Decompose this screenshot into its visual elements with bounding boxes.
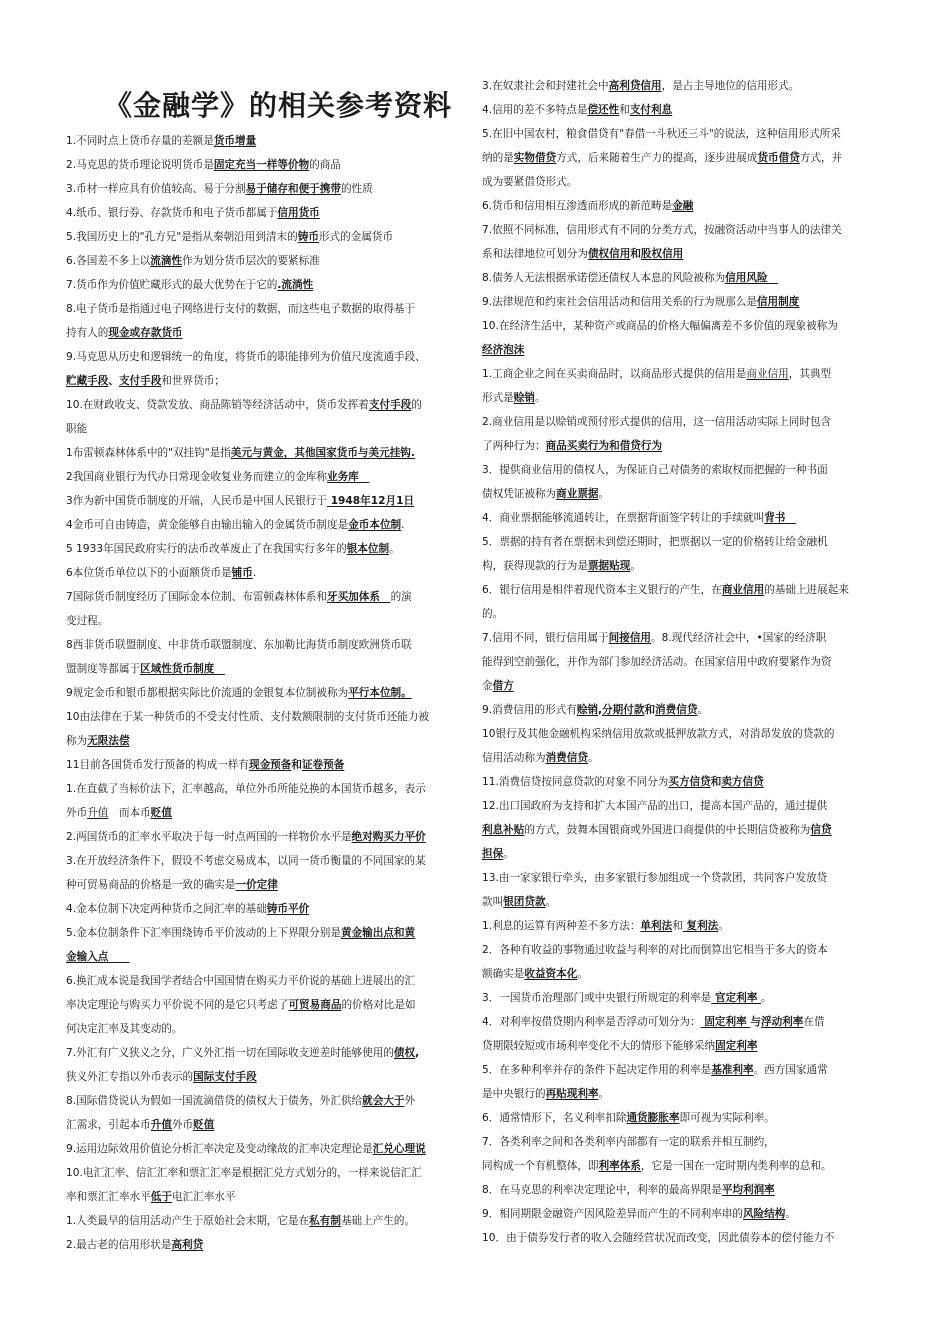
left-text-line: 8.国际借贷说认为假如一国流滴借贷的债权大于债务，外汇供给就会大于外 (66, 1095, 416, 1107)
right-text-line: 8．在马克思的利率决定理论中，利率的最高界限是平均利润率 (482, 1184, 775, 1196)
left-text-line: 2.两国货币的汇率水平取决于每一时点两国的一样物价水平是绝对购买力平价 (66, 831, 426, 843)
left-text-line: 何决定汇率及其变动的。 (66, 1023, 183, 1035)
right-text-line: 10.在经济生活中，某种资产或商品的价格大幅偏离差不多价值的现象被称为 (482, 320, 838, 332)
right-text-line: 9.法律规范和约束社会信用活动和信用关系的行为规那么是信用制度 (482, 296, 800, 308)
right-text-line: 3．一国货币治理部门或中央银行所规定的利率是 官定利率 。 (482, 992, 772, 1004)
left-text-line: 10.电汇汇率、信汇汇率和票汇汇率是根据汇兑方式划分的，一样来说信汇汇 (66, 1167, 422, 1179)
right-text-line: 信用活动称为消费信贷。 (482, 752, 599, 764)
left-text-line: 4.纸币、银行券、存款货币和电子货币都属于信用货币 (66, 207, 320, 219)
right-text-line: 经济泡沫 (482, 344, 525, 356)
left-text-line: 8西非货币联盟制度、中非货币联盟制度、东加勒比海货币制度欧洲货币联 (66, 639, 412, 651)
left-text-line: 7.货币作为价值贮藏形式的最大优势在于它的.流淌性 (66, 279, 314, 291)
right-text-line: 4．对利率按借贷期内利率是否浮动可划分为： 固定利率 与浮动利率在借 (482, 1016, 825, 1028)
left-text-line: 7.外汇有广义狭义之分，广义外汇指一切在国际收支逆差时能够使用的债权, (66, 1047, 420, 1059)
right-text-line: 了两种行为：商品买卖行为和借贷行为 (482, 440, 663, 452)
left-text-line: 3.币材一样应具有价值较高、易于分割易于储存和便于携带的性质 (66, 183, 373, 195)
left-text-line: 汇需求，引起本币升值外币贬值 (66, 1119, 215, 1131)
left-text-line: 2.最古老的信用形状是高利贷 (66, 1239, 204, 1251)
left-text-line: 称为无限法偿 (66, 735, 130, 747)
right-text-line: 2．各种有收益的事物通过收益与利率的对比而倒算出它相当于多大的资本 (482, 944, 828, 956)
left-text-line: 率和票汇汇率水平低于电汇汇率水平 (66, 1191, 236, 1203)
right-text-line: 担保。 (482, 848, 514, 860)
left-text-line: 1.在直截了当标价法下，汇率越高，单位外币所能兑换的本国货币越多，表示 (66, 783, 426, 795)
right-text-line: 3.在奴隶社会和封建社会中高利贷信用，是占主导地位的信用形式。 (482, 80, 800, 92)
left-text-line: 1.人类最早的信用活动产生于原始社会末期，它是在私有制基础上产生的。 (66, 1215, 416, 1227)
right-text-line: 7．各类利率之间和各类利率内部都有一定的联系并相互制约， (482, 1136, 775, 1148)
right-text-line: 额确实是收益资本化。 (482, 968, 588, 980)
right-text-line: 7.依照不同标准，信用形式有不同的分类方式，按融资活动中当事人的法律关 (482, 224, 842, 236)
left-text-line: 变过程。 (66, 615, 109, 627)
left-text-line: 7国际货币制度经历了国际金本位制、布雷顿森林体系和牙买加体系 的演 (66, 591, 412, 603)
right-text-line: 5．在多种利率并存的条件下起决定作用的利率是基准利率。西方国家通常 (482, 1064, 828, 1076)
right-text-line: 能得到空前强化，并作为部门参加经济活动。在国家信用中政府要紧作为资 (482, 656, 832, 668)
right-text-line: 12.出口国政府为支持和扩大本国产品的出口，提高本国产品的，通过提供 (482, 800, 828, 812)
right-text-line: 13.由一家家银行牵头，由多家银行参加组成一个贷款团，共同客户发放贷 (482, 872, 828, 884)
right-text-line: 8.债务人无法根据承诺偿还债权人本息的风险被称为信用风险 (482, 272, 779, 284)
right-text-line: 3．提供商业信用的债权人，为保证自己对债务的索取权而把握的一种书面 (482, 464, 828, 476)
right-text-line: 的。 (482, 608, 504, 620)
left-text-line: 5 1933年国民政府实行的法币改革废止了在我国实行多年的银本位制。 (66, 543, 400, 555)
right-text-line: 5．票据的持有者在票据未到偿还期时，把票据以一定的价格转让给金融机 (482, 536, 828, 548)
right-text-line: 6．通常情形下，名义利率扣除通货膨胀率即可视为实际利率。 (482, 1112, 775, 1124)
left-text-line: 持有人的现金或存款货币 (66, 327, 183, 339)
left-text-line: 率决定理论与购买力平价说不同的是它只考虑了可贸易商品的价格对比是如 (66, 999, 416, 1011)
left-text-line: 11目前各国货币发行预备的构成一样有现金预备和证卷预备 (66, 759, 345, 771)
left-text-line: 外币升值 而本币贬值 (66, 807, 172, 819)
right-text-line: 纳的是实物借贷方式，后来随着生产力的提高，逐步进展成货币借贷方式，并 (482, 152, 843, 164)
right-text-line: 1.工商企业之间在买卖商品时，以商品形式提供的信用是商业信用，其典型 (482, 368, 832, 380)
left-text-line: 贮藏手段、支付手段和世界货币； (66, 375, 225, 387)
right-text-line: 10．由于债券发行者的收入会随经营状况而改变，因此债券本的偿付能力不 (482, 1232, 835, 1244)
left-text-line: 6本位货币单位以下的小面额货币是铺币. (66, 567, 257, 579)
right-text-line: 构，获得现款的行为是票据贴现。 (482, 560, 641, 572)
right-text-line: 9．相同期限金融资产因风险差异而产生的不同利率串的风险结构。 (482, 1208, 796, 1220)
right-text-line: 6．银行信用是相伴着现代资本主义银行的产生，在商业信用的基础上进展起来 (482, 584, 849, 596)
right-text-line: 系和法律地位可划分为债权信用和股权信用 (482, 248, 684, 260)
right-text-line: 1.利息的运算有两种差不多方法：单利法和 复利法。 (482, 920, 729, 932)
left-text-line: 1布雷顿森林体系中的"双挂钩"是指美元与黄金，其他国家货币与美元挂钩. (66, 447, 415, 459)
right-text-line: 2.商业信用是以赊销或预付形式提供的信用，这一信用活动实际上同时包含 (482, 416, 832, 428)
left-text-line: 9.马克思从历史和逻辑统一的角度，将货币的职能排列为价值尺度流通手段、 (66, 351, 426, 363)
left-text-line: 狭义外汇专指以外币表示的国际支付手段 (66, 1071, 257, 1083)
left-text-line: 2我国商业银行为代办日常现金收复业务而建立的金库称业务库 (66, 471, 370, 483)
right-text-line: 形式是赊销。 (482, 392, 546, 404)
right-text-line: 6.货币和信用相互渗透而形成的新范畴是金融 (482, 200, 694, 212)
left-text-line: 1.不同时点上货币存量的差额是货币增量 (66, 135, 257, 147)
right-text-line: 金借方 (482, 680, 514, 692)
left-text-line: 5.我国历史上的"孔方兄"是指从秦朝沿用到清末的铸币形式的金属货币 (66, 231, 394, 243)
left-text-line: 4.金本位制下决定两种货币之间汇率的基础铸币平价 (66, 903, 310, 915)
right-text-line: 款叫银团贷款。 (482, 896, 557, 908)
right-text-line: 成为要紧借贷形式。 (482, 176, 578, 188)
left-text-line: 10.在财政收支、贷款发放、商品陈销等经济活动中，货币发挥着支付手段的 (66, 399, 422, 411)
right-text-line: 5.在旧中国农村，粮食借贷有"春借一斗秋还三斗"的说法，这种信用形式所采 (482, 128, 841, 140)
left-text-line: 2.马克思的货币理论说明货币是固定充当一样等价物的商品 (66, 159, 341, 171)
right-text-line: 4.信用的差不多特点是偿还性和支付利息 (482, 104, 673, 116)
left-text-line: 6.各国差不多上以流滴性作为划分货币层次的要紧标准 (66, 255, 320, 267)
left-text-line: 金输入点 (66, 951, 130, 963)
left-text-line: 8.电子货币是指通过电子网络进行支付的数据，而这些电子数据的取得基于 (66, 303, 416, 315)
right-text-line: 11.消费信贷按同意贷款的对象不同分为买方信贷和卖方信贷 (482, 776, 764, 788)
right-text-line: 7.信用不同，银行信用属于间接信用。8.现代经济社会中，•国家的经济职 (482, 632, 827, 644)
right-text-line: 9.消费信用的形式有赊销,分期付款和消费信贷。 (482, 704, 709, 716)
right-text-line: 10银行及其他金融机构采纳信用放款或抵押放款方式，对消昂发放的贷款的 (482, 728, 835, 740)
left-text-line: 5.金本位制条件下汇率围绕铸币平价波动的上下界限分别是黄金输出点和黄 (66, 927, 416, 939)
left-text-line: 职能 (66, 423, 88, 435)
left-text-line: 6.换汇成本说是我国学者结合中国国情在购买力平价说的基础上进展出的汇 (66, 975, 416, 987)
left-text-line: 盟制度等都属于区域性货币制度 (66, 663, 225, 675)
left-text-line: 3作为新中国货币制度的开端，人民币是中国人民银行于 1948年12月1日 (66, 495, 415, 507)
right-text-line: 是中央银行的再贴现利率。 (482, 1088, 610, 1100)
right-text-line: 贷期限较短或市场利率变化不大的情形下能够采纳固定利率 (482, 1040, 758, 1052)
right-text-line: 同构成一个有机整体，即利率体系，它是一国在一定时期内类利率的总和。 (482, 1160, 832, 1172)
right-text-line: 4．商业票据能够流通转让，在票据背面签字转让的手续就叫背书 (482, 512, 796, 524)
right-text-line: 利息补贴的方式，鼓舞本国银商或外国进口商提供的中长期信贷被称为信贷 (482, 824, 832, 836)
left-text-line: 4金币可自由铸造，黄金能够自由输出输入的金属货币制度是金币本位制. (66, 519, 405, 531)
left-text-line: 9.运用边际效用价值论分析汇率决定及变动缘故的汇率决定理论是汇兑心理说 (66, 1143, 426, 1155)
left-text-line: 10由法律在于某一种货币的不受支付性质、支付数额限制的支付货币还能力被 (66, 711, 430, 723)
left-text-line: 3.在开放经济条件下，假设不考虑交易成本，以同一货币衡量的不同国家的某 (66, 855, 426, 867)
right-text-line: 债权凭证被称为商业票据。 (482, 488, 610, 500)
document-title: 《金融学》的相关参考资料 (104, 89, 453, 122)
left-text-line: 9规定金币和银币都根据实际比价流通的金银复本位制被称为平行本位制。 (66, 687, 412, 699)
left-text-line: 种可贸易商品的价格是一致的确实是一价定律 (66, 879, 278, 891)
